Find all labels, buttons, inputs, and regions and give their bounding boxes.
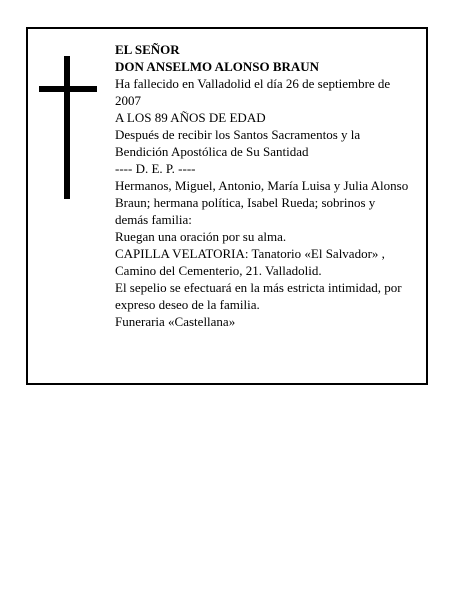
cross-horizontal-bar (39, 86, 97, 92)
funeral-home-line: Funeraria «Castellana» (115, 314, 236, 329)
cross-icon (38, 56, 98, 199)
notice-title: EL SEÑOR (115, 42, 180, 57)
deceased-name: DON ANSELMO ALONSO BRAUN (115, 59, 320, 74)
chapel-line: CAPILLA VELATORIA: Tanatorio «El Salvador» , Camino del Cementerio, 21. Valladolid. (115, 246, 385, 278)
age-line: A LOS 89 AÑOS DE EDAD (115, 110, 266, 125)
sacraments-line: Después de recibir los Santos Sacramentos y la Bendición Apostólica de Su Santidad (115, 127, 361, 159)
notice-text (115, 41, 411, 330)
rip-line: ---- D. E. P. ---- (115, 161, 196, 176)
death-line: Ha fallecido en Valladolid el día 26 de septiembre de 2007 (115, 76, 391, 108)
obituary-notice (26, 27, 428, 385)
prayer-line: Ruegan una oración por su alma. (115, 229, 287, 244)
family-line: Hermanos, Miguel, Antonio, María Luisa y Julia Alonso Braun; hermana política, Isabel Rueda; sobrinos y demás familia: (115, 178, 409, 227)
cross-vertical-bar (64, 56, 70, 199)
burial-line: El sepelio se efectuará en la más estricta intimidad, por expreso deseo de la familia. (115, 280, 402, 312)
